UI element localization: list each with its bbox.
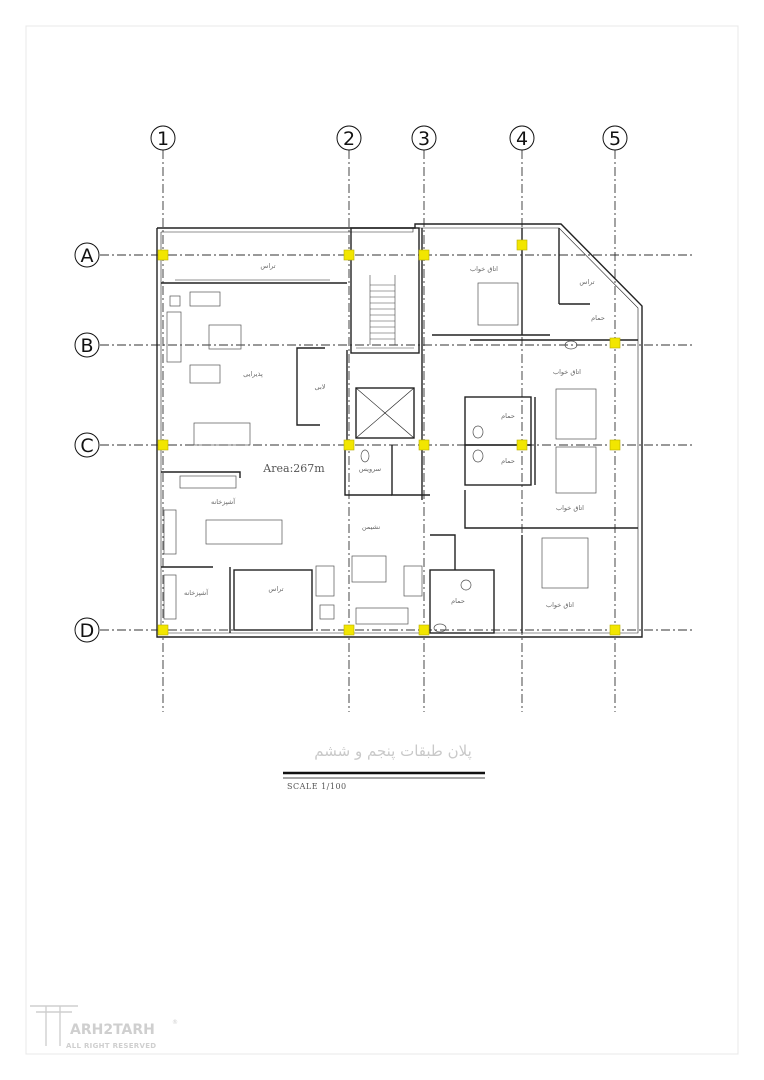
- bottom-corridor: [430, 535, 455, 570]
- toilet-bath-2: [473, 450, 483, 462]
- living-side-table: [320, 605, 334, 619]
- living-sofa-left: [316, 566, 334, 596]
- axis-bubbles: [75, 126, 627, 642]
- room-label-wc: سرویس: [358, 465, 382, 473]
- axis-label-1: 1: [156, 128, 170, 150]
- room-label-lobby: لابی: [314, 383, 326, 391]
- column-D3: [419, 625, 429, 635]
- axis-label-4: 4: [515, 128, 529, 150]
- stair-treads: [356, 275, 414, 348]
- column-C1: [158, 440, 168, 450]
- room-label-kitchen-2: آشپزخانه: [183, 589, 209, 597]
- room-label-terrace-top-right: تراس: [579, 278, 595, 286]
- bed-4: [542, 538, 588, 588]
- chair: [170, 296, 180, 306]
- room-label-bedroom-4: اتاق خواب: [545, 601, 575, 609]
- column-C5: [610, 440, 620, 450]
- room-label-bedroom-3: اتاق خواب: [555, 504, 585, 512]
- bath-mid-1: [465, 397, 531, 445]
- scale-label: SCALE 1/100: [287, 782, 347, 791]
- axis-label-B: B: [80, 335, 94, 357]
- dining-table: [194, 423, 250, 445]
- walls: [157, 224, 642, 637]
- axis-label-C: C: [80, 435, 94, 457]
- watermark-mark: ®: [172, 1019, 178, 1026]
- living-sofa-right: [404, 566, 422, 596]
- axis-label-A: A: [80, 245, 94, 267]
- sheet-border: [26, 26, 738, 1054]
- axis-label-D: D: [79, 620, 95, 642]
- drawing-title: پلان طبقات پنجم و ششم: [314, 742, 472, 760]
- toilet-wc: [361, 450, 369, 462]
- axis-label-2: 2: [342, 128, 356, 150]
- terrace-bottom-wall: [234, 570, 312, 630]
- column-D1: [158, 625, 168, 635]
- bed-2: [556, 389, 596, 439]
- room-label-bath-top-right: حمام: [591, 314, 605, 322]
- room-label-terrace-top-left: تراس: [260, 262, 276, 270]
- kitchen-island: [206, 520, 282, 544]
- room-label-bedroom-1: اتاق خواب: [469, 265, 499, 273]
- counter-1: [180, 476, 236, 488]
- column-A3: [419, 250, 429, 260]
- column-A4: [517, 240, 527, 250]
- area-label: Area:267m: [263, 462, 325, 475]
- sofa-side: [167, 312, 181, 362]
- stair-core: [351, 228, 419, 353]
- toilet-bath-bottom: [434, 624, 446, 632]
- sofa-1: [190, 292, 220, 306]
- bedroom3-wall: [465, 490, 638, 528]
- room-label-kitchen-1: آشپزخانه: [210, 498, 236, 506]
- room-label-bedroom-2: اتاق خواب: [552, 368, 582, 376]
- room-label-bath-bottom: حمام: [451, 597, 465, 605]
- axis-label-3: 3: [417, 128, 431, 150]
- column-B5: [610, 338, 620, 348]
- column-A1: [158, 250, 168, 260]
- tv-unit: [352, 556, 386, 582]
- column-D5: [610, 625, 620, 635]
- room-label-living: نشیمن: [361, 523, 381, 531]
- watermark-rights: ALL RIGHT RESERVED: [66, 1042, 157, 1050]
- bed-3: [556, 447, 596, 493]
- grid-axes: [100, 150, 695, 712]
- column-C3: [419, 440, 429, 450]
- sofa-2: [190, 365, 220, 383]
- axis-label-5: 5: [608, 128, 622, 150]
- room-label-reception: پذیرایی: [243, 370, 263, 378]
- room-label-bath-mid-1: حمام: [501, 412, 515, 420]
- living-sofa-bottom: [356, 608, 408, 624]
- room-label-terrace-bottom: تراس: [268, 585, 284, 593]
- room-label-bath-mid-2: حمام: [501, 457, 515, 465]
- kitchen-wall: [161, 472, 240, 478]
- toilet-bath-1: [473, 426, 483, 438]
- basin-bottom: [461, 580, 471, 590]
- counter-2: [164, 510, 176, 554]
- outer-wall-inner: [161, 228, 638, 633]
- watermark-brand: ARH2TARH: [70, 1022, 155, 1038]
- bed-1: [478, 283, 518, 325]
- column-C2: [344, 440, 354, 450]
- counter-3: [164, 575, 176, 619]
- column-A2: [344, 250, 354, 260]
- column-C4: [517, 440, 527, 450]
- column-D2: [344, 625, 354, 635]
